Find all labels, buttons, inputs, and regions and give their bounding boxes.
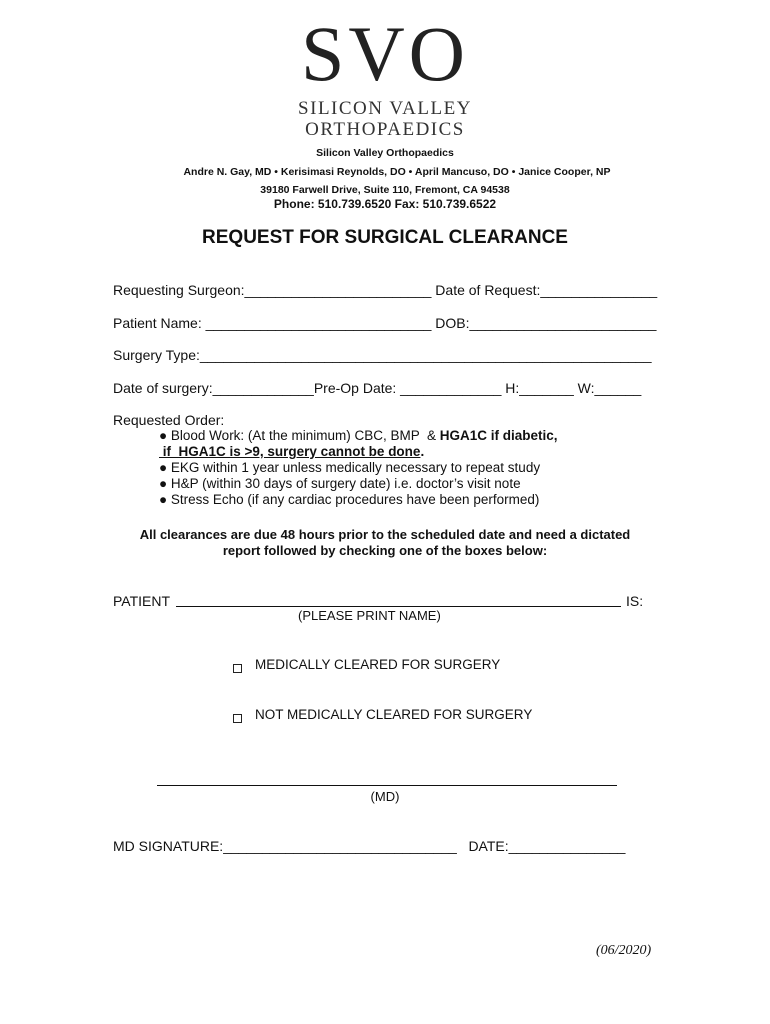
clearance-notice-line1: All clearances are due 48 hours prior to the scheduled date and need a dictated	[139, 527, 631, 542]
order-hga1c-warning	[159, 444, 424, 461]
md-name-line[interactable]	[157, 785, 617, 786]
md-signature-date-field[interactable]: MD SIGNATURE:______________________________ DATE:_______________	[113, 838, 626, 854]
order-blood-work	[159, 428, 558, 445]
print-name-caption: (PLEASE PRINT NAME)	[298, 608, 441, 623]
checkbox-icon[interactable]	[233, 664, 242, 673]
doctors-list: Andre N. Gay, MD • Kerisimasi Reynolds, DO • April Mancuso, DO • Janice Cooper, NP	[183, 166, 611, 178]
patient-name-field[interactable]: Patient Name: _____________________________ DOB:________________________	[113, 315, 657, 331]
checkbox-cleared[interactable]	[233, 660, 242, 678]
option-cleared-label: MEDICALLY CLEARED FOR SURGERY	[255, 657, 501, 672]
clearance-notice-line2: report followed by checking one of the boxes below:	[222, 543, 548, 558]
checkbox-not-cleared[interactable]	[233, 710, 242, 728]
hga1c-warning-period: .	[420, 444, 425, 459]
logo-line-orthopaedics: ORTHOPAEDICS	[305, 119, 465, 140]
surgery-type-field[interactable]: Surgery Type:__________________________________________________________	[113, 347, 652, 363]
svo-logo: SVO	[300, 10, 470, 97]
checkbox-icon[interactable]	[233, 714, 242, 723]
practice-name: Silicon Valley Orthopaedics	[316, 147, 454, 159]
requested-order-label: Requested Order:	[113, 412, 225, 428]
form-title: REQUEST FOR SURGICAL CLEARANCE	[202, 227, 568, 248]
requesting-surgeon-field[interactable]: Requesting Surgeon:________________________ Date of Request:_______________	[113, 282, 658, 298]
revision-date: (06/2020)	[596, 943, 652, 958]
order-hp: ● H&P (within 30 days of surgery date) i.e. doctor’s visit note	[159, 476, 521, 491]
order-stress-echo: ● Stress Echo (if any cardiac procedures have been performed)	[159, 492, 540, 507]
option-not-cleared-label: NOT MEDICALLY CLEARED FOR SURGERY	[255, 707, 533, 722]
date-of-surgery-field[interactable]: Date of surgery:_____________Pre-Op Date: _____________ H:_______ W:______	[113, 380, 642, 396]
patient-is-label: IS:	[626, 593, 644, 609]
logo-line-silicon-valley: SILICON VALLEY	[298, 98, 472, 119]
order-blood-work-text: ● Blood Work: (At the minimum) CBC, BMP &	[159, 428, 440, 443]
hga1c-warning-text: if HGA1C is >9, surgery cannot be done	[159, 444, 421, 459]
md-caption: (MD)	[370, 789, 400, 804]
order-hga1c-bold: HGA1C if diabetic,	[439, 428, 558, 443]
practice-phone-fax: Phone: 510.739.6520 Fax: 510.739.6522	[273, 197, 497, 211]
patient-label: PATIENT	[113, 593, 171, 609]
practice-address: 39180 Farwell Drive, Suite 110, Fremont, CA 94538	[260, 184, 510, 196]
order-ekg: ● EKG within 1 year unless medically necessary to repeat study	[159, 460, 541, 475]
